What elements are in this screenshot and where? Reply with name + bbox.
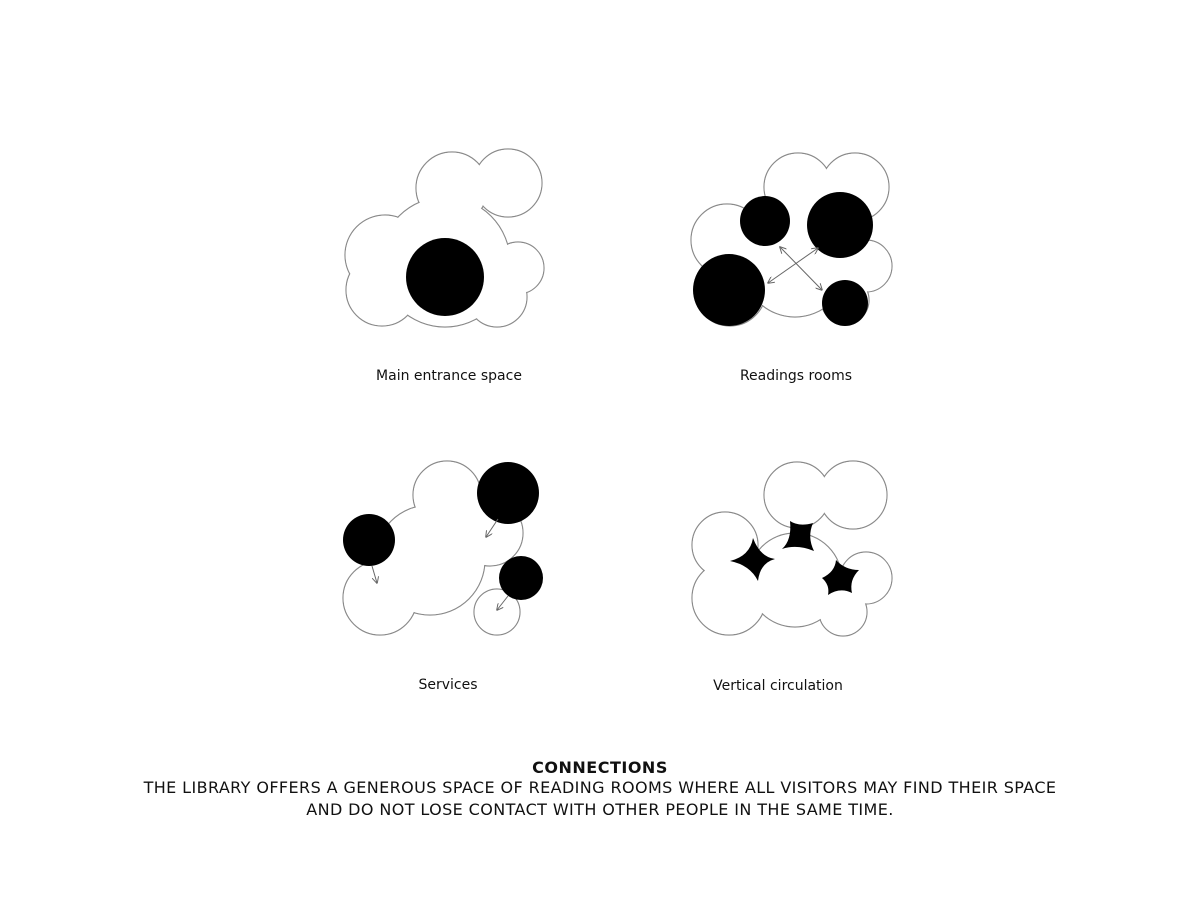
caption bbox=[0, 758, 1200, 821]
reading-room-mark bbox=[807, 192, 873, 258]
service-mark bbox=[499, 556, 543, 600]
reading-room-mark bbox=[693, 254, 765, 326]
entrance-space-mark bbox=[406, 238, 484, 316]
service-mark bbox=[343, 514, 395, 566]
caption-line-1: THE LIBRARY OFFERS A GENEROUS SPACE OF READING ROOMS WHERE ALL VISITORS MAY FIND THEIR SPACE bbox=[143, 778, 1057, 797]
reading-room-mark bbox=[740, 196, 790, 246]
service-mark bbox=[477, 462, 539, 524]
panel-label-services: Services bbox=[418, 677, 478, 693]
caption-line-2: AND DO NOT LOSE CONTACT WITH OTHER PEOPLE IN THE SAME TIME. bbox=[306, 800, 894, 819]
panel-label-main-entrance: Main entrance space bbox=[376, 368, 522, 384]
reading-room-mark bbox=[822, 280, 868, 326]
caption-title: CONNECTIONS bbox=[532, 758, 668, 777]
panel-label-reading-rooms: Readings rooms bbox=[739, 368, 853, 384]
panel-label-vertical-circulation: Vertical circulation bbox=[713, 678, 843, 694]
